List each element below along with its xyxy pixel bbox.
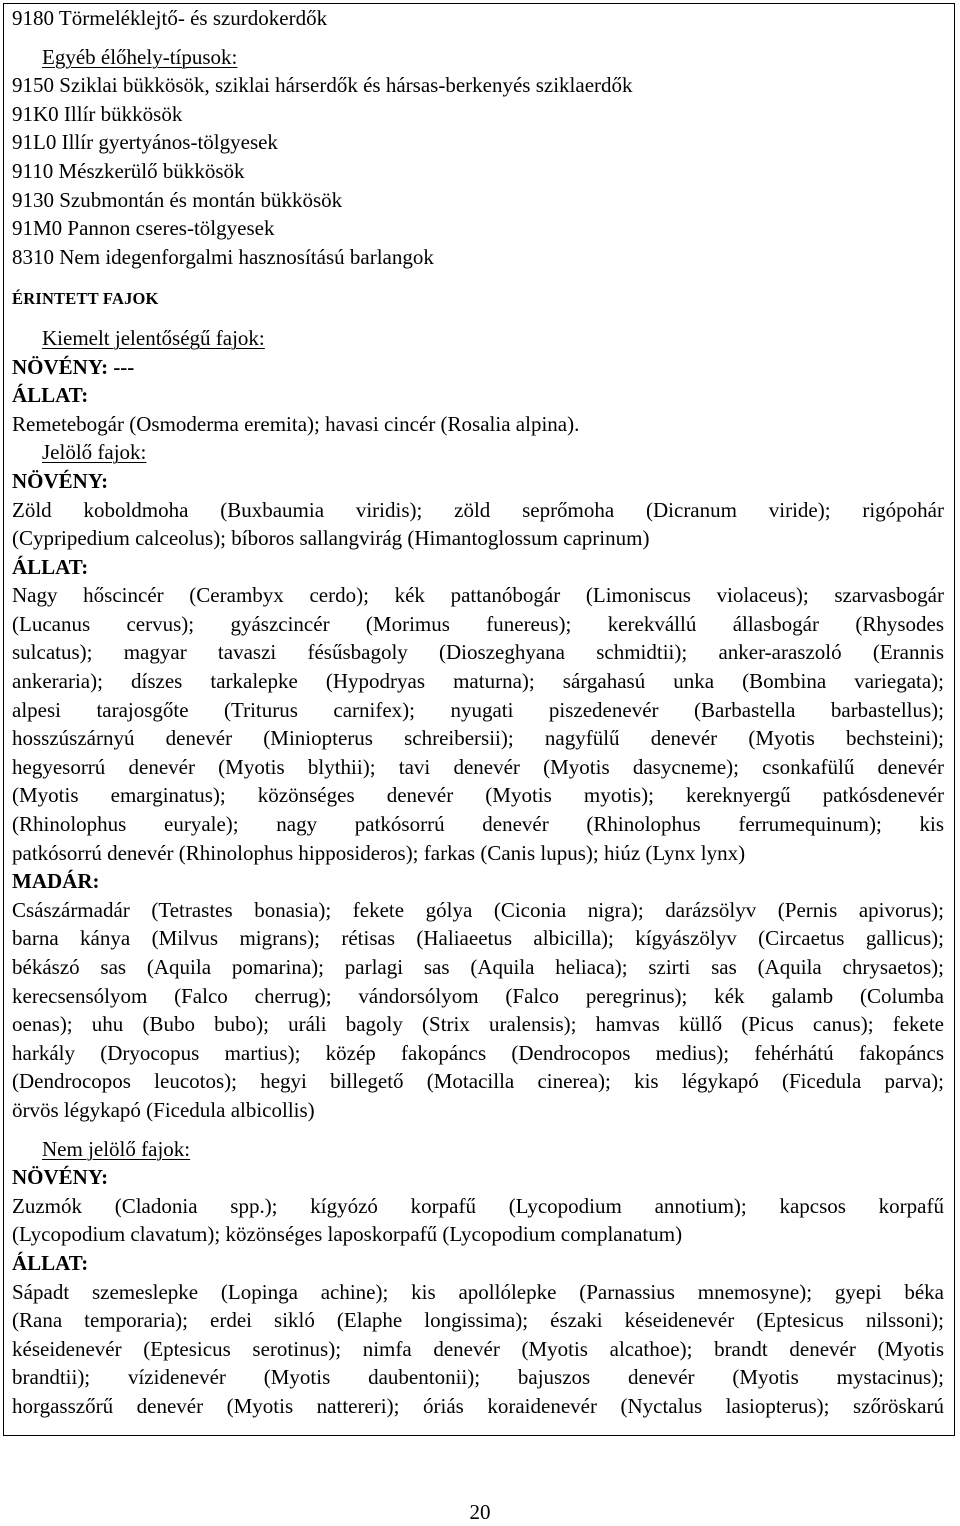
text-line: (Rana temporaria); erdei sikló (Elaphe longissima); északi késeidenevér (Eptesicus nilssoni); [12,1308,944,1333]
habitat-9150: 9150 Sziklai bükkösök, sziklai hárserdők és hársas-berkenyés sziklaerdők [12,73,633,98]
priority-animal-label: ÁLLAT: [12,383,89,408]
text-line: Császármadár (Tetrastes bonasia); fekete gólya (Ciconia nigra); darázsölyv (Pernis apivorus); [12,897,944,922]
designating-plant-paragraph [12,496,944,553]
text-line: (Rhinolophus euryale); nagy patkósorrú denevér (Rhinolophus ferrumequinum); kis [12,812,944,837]
text-line: Zuzmók (Cladonia spp.); kígyózó korpafű (Lycopodium annotium); kapcsos korpafű [12,1193,944,1218]
habitat-9130: 9130 Szubmontán és montán bükkösök [12,187,343,212]
text-line: oenas); uhu (Bubo bubo); uráli bagoly (Strix uralensis); hamvas küllő (Picus canus); fekete [12,1012,944,1037]
habitat-9110: 9110 Mészkerülő bükkösök [12,158,245,183]
habitat-8310: 8310 Nem idegenforgalmi hasznosítású barlangok [12,244,434,269]
habitat-9180: 9180 Törmeléklejtő- és szurdokerdők [12,6,328,30]
priority-animal-text: Remetebogár (Osmoderma eremita); havasi cincér (Rosalia alpina). [12,411,580,436]
habitat-91M0: 91M0 Pannon cseres-tölgyesek [12,216,275,241]
priority-plant-label: NÖVÉNY: --- [12,354,135,379]
other-habitats-heading: Egyéb élőhely-típusok: [42,44,238,69]
text-line: békászó sas (Aquila pomarina); parlagi sas (Aquila heliaca); szirti sas (Aquila chrysaetos); [12,955,944,979]
text-line: sulcatus); magyar tavaszi fésűsbagoly (Dioszeghyana schmidtii); anker-araszoló (Erannis [12,640,944,665]
text-line: hegyesorrú denevér (Myotis blythii); tavi denevér (Myotis dasycneme); csonkafülű denevér [12,754,944,779]
text-line: alpesi tarajosgőte (Triturus carnifex); nyugati piszedenevér (Barbastella barbastellus); [12,697,944,722]
non-designating-animal-paragraph [12,1278,944,1421]
designating-bird-label: MADÁR: [12,869,100,894]
text-line: (Cypripedium calceolus); bíboros sallangvirág (Himantoglossum caprinum) [12,526,650,551]
text-line: (Myotis emarginatus); közönséges denevér (Myotis myotis); kereknyergű patkósdenevér [12,783,944,808]
text-line: horgasszőrű denevér (Myotis nattereri); óriás koraidenevér (Nyctalus lasiopterus); szőröskarú [12,1393,944,1418]
designating-species-heading: Jelölő fajok: [42,440,147,465]
page-number: 20 [469,1500,491,1524]
non-designating-plant-label: NÖVÉNY: [12,1165,109,1190]
text-line: Nagy hőscincér (Cerambyx cerdo); kék pattanóbogár (Limoniscus violaceus); szarvasbogár [12,583,944,608]
non-designating-species-heading: Nem jelölő fajok: [42,1136,191,1161]
priority-species-heading: Kiemelt jelentőségű fajok: [42,325,265,350]
habitat-91L0: 91L0 Illír gyertyános-tölgyesek [12,130,278,155]
text-line: (Dendrocopos leucotos); hegyi billegető (Motacilla cinerea); kis légykapó (Ficedula parva); [12,1069,944,1094]
non-designating-animal-label: ÁLLAT: [12,1250,89,1275]
non-designating-plant-paragraph [12,1192,944,1249]
habitat-91K0: 91K0 Illír bükkösök [12,101,183,126]
document-content [12,4,944,1421]
affected-species-heading: ÉRINTETT FAJOK [12,289,159,309]
text-line: ankeraria); díszes tarkalepke (Hypodryas maturna); sárgahasú unka (Bombina variegata); [12,669,944,694]
text-line: brandtii); vízidenevér (Myotis daubentonii); bajuszos denevér (Myotis mystacinus); [12,1365,944,1390]
designating-bird-paragraph [12,896,944,1125]
text-line: kerecsensólyom (Falco cherrug); vándorsólyom (Falco peregrinus); kék galamb (Columba [12,983,944,1008]
text-line: késeidenevér (Eptesicus serotinus); nimfa denevér (Myotis alcathoe); brandt denevér (Myotis [12,1336,944,1361]
designating-animal-paragraph [12,581,944,867]
text-line: (Lycopodium clavatum); közönséges laposkorpafű (Lycopodium complanatum) [12,1222,683,1247]
text-line: hosszúszárnyú denevér (Miniopterus schreibersii); nagyfülű denevér (Myotis bechsteini); [12,726,944,751]
designating-plant-label: NÖVÉNY: [12,468,109,493]
text-line: patkósorrú denevér (Rhinolophus hipposideros); farkas (Canis lupus); hiúz (Lynx lynx) [12,840,746,865]
designating-animal-label: ÁLLAT: [12,554,89,579]
text-line: örvös légykapó (Ficedula albicollis) [12,1097,315,1122]
text-line: harkály (Dryocopus martius); közép fakopáncs (Dendrocopos medius); fehérhátú fakopáncs [12,1040,944,1065]
text-line: Sápadt szemeslepke (Lopinga achine); kis apollólepke (Parnassius mnemosyne); gyepi béka [12,1279,944,1304]
text-line: barna kánya (Milvus migrans); rétisas (Haliaeetus albicilla); kígyászölyv (Circaetus gallicus); [12,926,944,951]
text-line: (Lucanus cervus); gyászcincér (Morimus funereus); kerekvállú állasbogár (Rhysodes [12,611,944,636]
text-line: Zöld koboldmoha (Buxbaumia viridis); zöld seprőmoha (Dicranum viride); rigópohár [12,497,944,522]
